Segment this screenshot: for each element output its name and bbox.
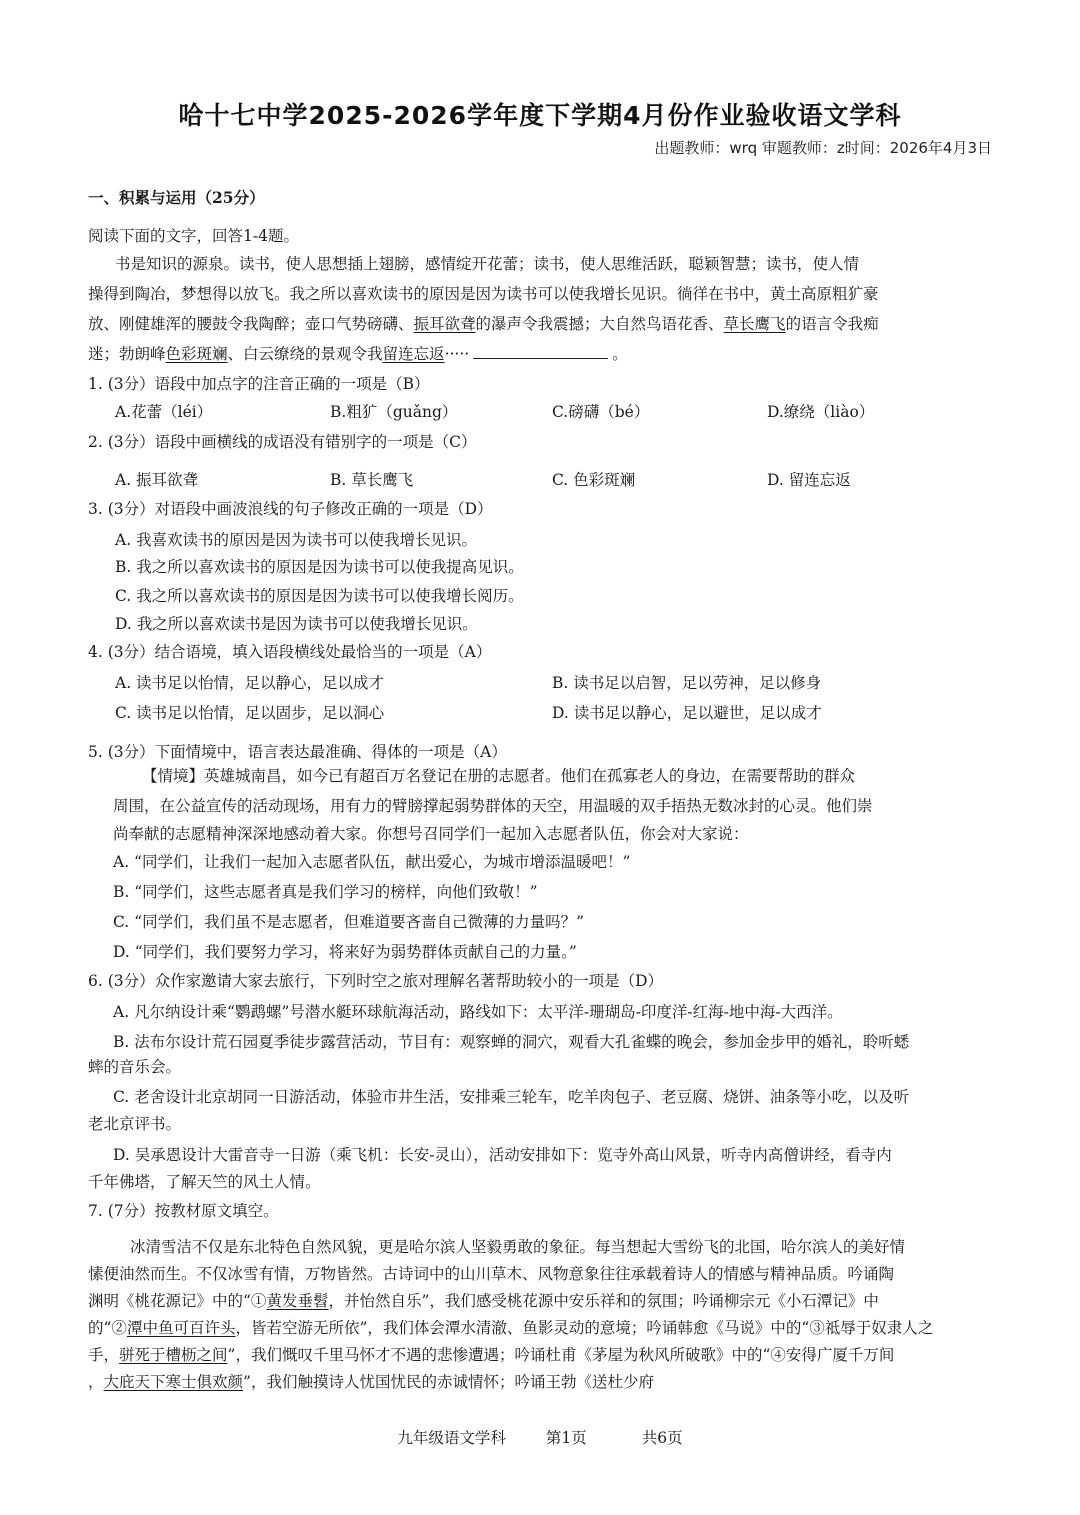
q4-option-a: A. 读书足以怡情，足以静心，足以成才: [115, 674, 385, 692]
question-7-stem: 7. (7分）按教材原文填空。: [88, 1202, 279, 1220]
passage-text: 手，: [88, 1346, 120, 1364]
q7-passage-line: [88, 1370, 654, 1392]
q2-option-a: A. 振耳欲聋: [115, 471, 199, 489]
q4-option-d: D. 读书足以静心，足以避世，足以成才: [552, 704, 822, 722]
q5-option-c: C. “同学们，我们虽不是志愿者，但难道要吝啬自己微薄的力量吗？”: [113, 913, 585, 931]
question-6-stem: 6. (3分）众作家邀请大家去旅行，下列时空之旅对理解名著帮助较小的一项是（D）: [88, 972, 664, 990]
q2-option-b: B. 草长鹰飞: [330, 471, 414, 489]
q7-passage-line: [88, 1316, 933, 1338]
q2-option-c: C. 色彩斑斓: [552, 471, 636, 489]
q6-option-d: D. 吴承恩设计大雷音寺一日游（乘飞机：长安-灵山），活动安排如下：览寺外高山风景，听寺内高僧讲经，看寺内: [113, 1146, 892, 1164]
q4-option-b: B. 读书足以启智，足以劳神，足以修身: [552, 674, 822, 692]
q3-option-b: B. 我之所以喜欢读书的原因是因为读书可以使我提高见识。: [115, 558, 524, 576]
filled-answer: 大庇天下寒士俱欢颜: [103, 1373, 244, 1391]
passage-text: 渊明《桃花源记》中的“①: [88, 1292, 267, 1310]
q1-option-d: D.缭绕（liào）: [767, 403, 875, 421]
q7-passage-line: [88, 1289, 879, 1311]
page-footer: [0, 1426, 1080, 1448]
section-heading: 一、积累与运用（25分）: [88, 188, 265, 207]
q3-option-c: C. 我之所以喜欢读书的原因是因为读书可以使我增长阅历。: [115, 587, 524, 605]
q5-option-d: D. “同学们，我们要努力学习，将来好为弱势群体贡献自己的力量。”: [113, 943, 577, 961]
filled-answer: 潭中鱼可百许头: [126, 1319, 236, 1337]
question-4-stem: 4. (3分）结合语境，填入语段横线处最恰当的一项是（A）: [88, 643, 492, 661]
q6-option-d-cont: 千年佛塔，了解天竺的风土人情。: [88, 1173, 321, 1191]
q7-passage-line: 愫便油然而生。不仅冰雪有情，万物皆然。古诗词中的山川草木、风物意象往往承载着诗人的情感与精神品质。吟诵陶: [88, 1265, 895, 1283]
page-title: 哈十七中学2025-2026学年度下学期4月份作业验收语文学科: [178, 101, 902, 130]
reading-intro: 阅读下面的文字，回答1-4题。: [88, 227, 299, 245]
passage-line: [88, 342, 628, 364]
passage-line: [88, 312, 879, 334]
q5-option-b: B. “同学们，这些志愿者真是我们学习的榜样，向他们致敬！”: [113, 883, 538, 901]
passage-text: 。: [612, 345, 628, 363]
q1-option-c: C.磅礴（bé）: [552, 403, 650, 421]
passage-text: 放、刚健雄浑的腰鼓令我陶醉；壶口气势磅礴、: [88, 315, 414, 333]
passage-text: 迷；勃朗峰: [88, 345, 166, 363]
filled-answer: 骈死于槽枥之间: [119, 1346, 228, 1364]
q7-passage-line: 冰清雪洁不仅是东北特色自然风貌，更是哈尔滨人坚毅勇敢的象征。每当想起大雪纷飞的北国，哈尔滨人的美好情: [130, 1238, 906, 1256]
scenario-line: 周围，在公益宣传的活动现场，用有力的臂膀撑起弱势群体的天空，用温暖的双手捂热无数冰封的心灵。他们崇: [113, 797, 873, 815]
q3-option-a: A. 我喜欢读书的原因是因为读书可以使我增长见识。: [115, 531, 478, 549]
ellipsis-dots: ·····: [444, 345, 470, 363]
passage-text: ，皆若空游无所依”，我们体会潭水清澈、鱼影灵动的意境；吟诵韩愈《马说》中的“③祗辱于奴隶人之: [235, 1319, 934, 1337]
scenario-line: 【情境】英雄城南昌，如今已有超百万名登记在册的志愿者。他们在孤寡老人的身边，在需要帮助的群众: [142, 767, 856, 785]
q4-option-c: C. 读书足以怡情，足以固步，足以洞心: [115, 704, 385, 722]
q2-option-d: D. 留连忘返: [767, 471, 851, 489]
answer-blank: [473, 344, 608, 359]
passage-text: 、白云缭绕的景观令我: [227, 345, 383, 363]
passage-text: 的“②: [88, 1319, 127, 1337]
question-2-stem: 2. (3分）语段中画横线的成语没有错别字的一项是（C）: [88, 433, 477, 451]
q6-option-b-cont: 蟀的音乐会。: [88, 1058, 182, 1076]
question-1-stem: 1. (3分）语段中加点字的注音正确的一项是（B）: [88, 375, 430, 393]
passage-text: ，: [88, 1373, 104, 1391]
q7-passage-line: [88, 1343, 894, 1365]
footer-grade: 九年级语文学科: [397, 1429, 506, 1447]
q6-option-c: C. 老舍设计北京胡同一日游活动，体验市井生活，安排乘三轮车，吃羊肉包子、老豆腐、烧饼、油条等小吃，以及听: [113, 1088, 910, 1106]
q6-option-c-cont: 老北京评书。: [88, 1115, 182, 1133]
passage-text: 的瀑声令我震撼；大自然鸟语花香、: [475, 315, 724, 333]
underlined-idiom: 振耳欲聋: [413, 315, 476, 333]
passage-line: 操得到陶冶，梦想得以放飞。我之所以喜欢读书的原因是因为读书可以使我增长见识。徜徉在书中，黄土高原粗犷豪: [88, 285, 879, 303]
filled-answer: 黄发垂髫: [266, 1292, 329, 1310]
passage-text: ”，我们慨叹千里马怀才不遇的悲惨遭遇；吟诵杜甫《茅屋为秋风所破歌》中的“④安得广厦千万间: [227, 1346, 895, 1364]
passage-text: 的语言令我痴: [785, 315, 879, 333]
exam-meta: 出题教师：wrq 审题教师：z时间：2026年4月3日: [654, 139, 992, 157]
passage-text: ”，我们触摸诗人忧国忧民的赤诚情怀；吟诵王勃《送杜少府: [243, 1373, 654, 1391]
q6-option-b: B. 法布尔设计荒石园夏季徒步露营活动，节目有：观察蝉的洞穴，观看大孔雀蝶的晚会，参加金步甲的婚礼，聆听蟋: [113, 1033, 910, 1051]
q3-option-d: D. 我之所以喜欢读书是因为读书可以使我增长见识。: [115, 615, 478, 633]
q6-option-a: A. 凡尔纳设计乘“鹦鹉螺”号潜水艇环球航海活动，路线如下：太平洋-珊瑚岛-印度洋-红海-地中海-大西洋。: [113, 1003, 843, 1021]
q1-option-a: A.花蕾（léi）: [115, 403, 213, 421]
q1-option-b: B.粗犷（guǎng）: [330, 403, 458, 421]
q5-option-a: A. “同学们，让我们一起加入志愿者队伍，献出爱心，为城市增添温暖吧！”: [113, 853, 631, 871]
question-3-stem: 3. (3分）对语段中画波浪线的句子修改正确的一项是（D）: [88, 500, 493, 518]
question-5-stem: 5. (3分）下面情境中，语言表达最准确、得体的一项是（A）: [88, 743, 507, 761]
underlined-idiom: 留连忘返: [382, 345, 445, 363]
passage-line: 书是知识的源泉。读书，使人思想插上翅膀，感情绽开花蕾；读书，使人思维活跃，聪颖智慧；读书，使人情: [115, 255, 860, 273]
footer-page-number: 第1页: [545, 1429, 587, 1447]
scenario-line: 尚奉献的志愿精神深深地感动着大家。你想号召同学们一起加入志愿者队伍，你会对大家说：: [113, 825, 749, 843]
underlined-idiom: 色彩斑斓: [165, 345, 228, 363]
passage-text: ，并怡然自乐”，我们感受桃花源中安乐祥和的氛围；吟诵柳宗元《小石潭记》中: [328, 1292, 879, 1310]
underlined-idiom: 草长鹰飞: [723, 315, 786, 333]
footer-total-pages: 共6页: [641, 1429, 683, 1447]
